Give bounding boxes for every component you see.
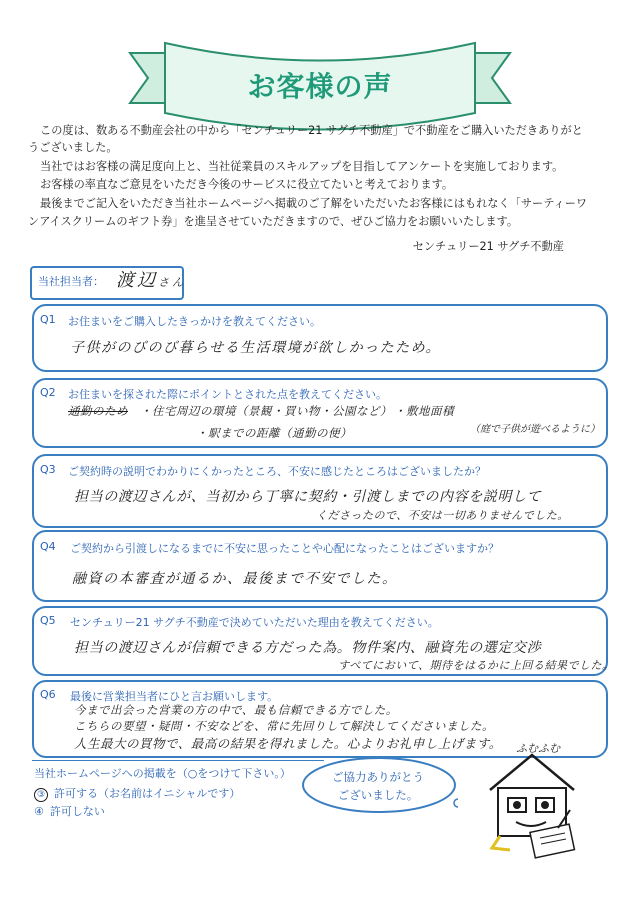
- consent-option-allow[interactable]: [34, 785, 240, 802]
- answer-line: ・敷地面積: [394, 404, 454, 418]
- mascot-text: ふむふむ: [516, 742, 560, 755]
- thanks-line: ございました。: [337, 788, 419, 802]
- house-mascot-illustration: [470, 740, 600, 860]
- selected-mark-icon: ③: [34, 788, 48, 802]
- staff-label: 当社担当者：: [38, 275, 104, 288]
- intro-line: お客様の率直なご意見をいただき今後のサービスに役立てたいと考えております。: [40, 178, 454, 191]
- answer-line: 子供がのびのび暮らせる生活環境が欲しかったため。: [70, 340, 442, 356]
- question-number: Q4: [40, 540, 56, 553]
- question-text: 最後に営業担当者にひと言お願いします。: [70, 690, 279, 703]
- question-number: Q1: [40, 313, 56, 326]
- question-text: ご契約から引渡しになるまでに不安に思ったことや心配になったことはございますか？: [70, 542, 499, 555]
- page-title: お客様の声: [247, 70, 393, 103]
- question-number: Q6: [40, 688, 56, 701]
- answer-line: 今まで出会った営業の方の中で、最も信頼できる方でした。: [74, 703, 398, 717]
- staff-honorific: さん: [158, 276, 186, 289]
- intro-line: うございました。: [28, 141, 118, 154]
- question-number: Q5: [40, 614, 56, 627]
- answer-line: ・駅までの距離（通勤の便）: [196, 426, 352, 440]
- answer-line: 担当の渡辺さんが信頼できる方だった為。物件案内、融資先の選定交渉: [74, 640, 542, 656]
- answer-line: こちらの要望・疑問・不安などを、常に先回りして解決してくださいました。: [74, 719, 494, 733]
- intro-line: この度は、数ある不動産会社の中から「センチュリー21 サグチ不動産」で不動産をご購入いただきありがと: [40, 124, 583, 137]
- question-text: お住まいをご購入したきっかけを教えてください。: [68, 315, 321, 328]
- answer-line: 融資の本審査が通るか、最後まで不安でした。: [72, 571, 398, 587]
- answer-line: 人生最大の買物で、最高の結果を得れました。心よりお礼申し上げます。: [74, 736, 502, 751]
- consent-option-deny[interactable]: [34, 803, 105, 819]
- answer-line: くださったので、不安は一切ありませんでした。: [316, 509, 569, 522]
- question-number: Q2: [40, 386, 56, 399]
- question-text: センチュリー21 サグチ不動産で決めていただいた理由を教えてください。: [70, 616, 439, 629]
- consent-option-label: 許可する（お名前はイニシャルです）: [54, 787, 241, 800]
- answer-line: （庭で子供が遊べるように）: [470, 424, 600, 435]
- staff-name-text: 渡辺: [116, 270, 158, 291]
- intro-line: 当社ではお客様の満足度向上と、当社従業員のスキルアップを目指してアンケートを実施しております。: [40, 160, 564, 173]
- answer-line: 担当の渡辺さんが、当初から丁寧に契約・引渡しまでの内容を説明して: [74, 489, 542, 505]
- intro-line: ンアイスクリームのギフト券」を進呈させていただきますので、ぜひご協力をお願いいたします。: [28, 215, 519, 228]
- company-signature: センチュリー21 サグチ不動産: [412, 240, 564, 253]
- answer-line: ・住宅周辺の環境（景観・買い物・公園など）: [140, 404, 392, 418]
- consent-divider: [32, 760, 324, 761]
- thanks-line: ご協力ありがとう: [332, 770, 424, 784]
- intro-line: 最後までご記入をいただき当社ホームページへ掲載のご了解をいただいたお客様にはもれなく「サーティーワ: [40, 197, 588, 210]
- thanks-message: [318, 768, 438, 804]
- question-number: Q3: [40, 463, 56, 476]
- answer-line: すべてにおいて、期待をはるかに上回る結果でした。: [338, 659, 614, 672]
- staff-name: [116, 266, 186, 292]
- consent-option-label: 許可しない: [49, 805, 105, 818]
- option-mark-icon: ④: [34, 805, 44, 818]
- question-text: お住まいを探された際にポイントとされた点を教えてください。: [68, 388, 387, 401]
- answer-struck: 通勤のため: [68, 404, 128, 418]
- question-text: ご契約時の説明でわかりにくかったところ、不安に感じたところはございましたか？: [68, 465, 486, 478]
- consent-title: 当社ホームページへの掲載を（○をつけて下さい。）: [34, 767, 291, 780]
